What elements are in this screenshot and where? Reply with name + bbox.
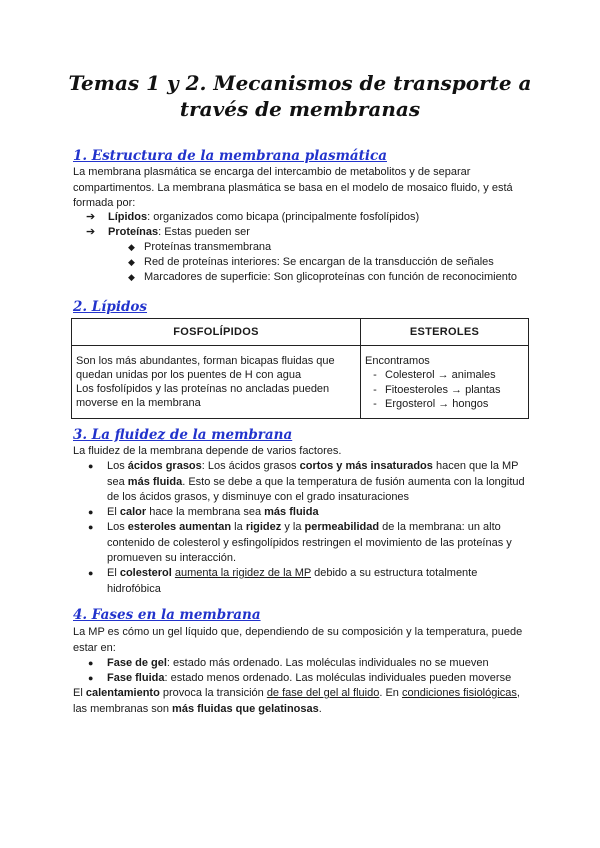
section-heading-lipidos: 2. Lípidos bbox=[73, 299, 148, 315]
bullet-icon: ● bbox=[88, 658, 94, 668]
list-item-colesterol: El colesterol aumenta la rigidez de la MP debido a su estructura totalmente hidrofóbica bbox=[107, 567, 478, 595]
table-header-esteroles: ESTEROLES bbox=[361, 319, 529, 346]
section-4-outro: El calentamiento provoca la transición de fase del gel al fluido. En condiciones fisiológicas, las membranas son más fluidas que gelatinosas. bbox=[73, 687, 520, 715]
table-cell-esteroles bbox=[361, 346, 529, 419]
table-header-fosfolipidos: FOSFOLÍPIDOS bbox=[72, 319, 361, 346]
term-proteinas: Proteínas bbox=[108, 226, 159, 238]
list-item: - Colesterol → animales bbox=[373, 369, 496, 381]
list-item: - Fitoesteroles → plantas bbox=[373, 383, 501, 396]
bullet-icon: ● bbox=[88, 522, 94, 532]
list-item: - Ergosterol → hongos bbox=[373, 398, 489, 410]
list-item-esteroles: Los esteroles aumentan la rigidez y la permeabilidad de la membrana: un alto contenido de colesterol y esfingolípidos restringen el movimiento de las proteínas y promueven su interacción. bbox=[107, 521, 512, 564]
bullet-icon: ● bbox=[88, 507, 94, 517]
list-item-proteinas bbox=[108, 225, 250, 241]
diamond-bullet-icon: ◆ bbox=[128, 242, 135, 252]
lipids-table bbox=[71, 318, 529, 419]
list-item-acidos-grasos: Los ácidos grasos: Los ácidos grasos cortos y más insaturados hacen que la MP sea más fluida. Esto se debe a que la temperatura de fusión aumenta con la longitud de los ácidos grasos, y disminuye con el grado insaturaciones bbox=[107, 460, 525, 503]
bullet-icon: ● bbox=[88, 673, 94, 683]
lipidos-desc: : organizados como bicapa (principalmente fosfolípidos) bbox=[147, 211, 420, 223]
bullet-icon: ● bbox=[88, 568, 94, 578]
section-heading-fases: 4. Fases en la membrana bbox=[73, 607, 261, 623]
list-item-marcadores: Marcadores de superficie: Son glicoproteínas con función de reconocimiento bbox=[144, 271, 517, 283]
section-1-intro: La membrana plasmática se encarga del intercambio de metabolitos y de separar compartimentos. La membrana plasmática se basa en el modelo de mosaico fluido, y está formada por: bbox=[73, 166, 513, 209]
bullet-icon: ● bbox=[88, 461, 94, 471]
list-item-red-proteinas: Red de proteínas interiores: Se encargan de la transducción de señales bbox=[144, 256, 494, 268]
section-heading-fluidez: 3. La fluidez de la membrana bbox=[73, 427, 293, 443]
arrow-bullet-icon: ➔ bbox=[86, 211, 96, 223]
list-item-fase-fluida: Fase fluida: estado menos ordenado. Las moléculas individuales pueden moverse bbox=[107, 672, 512, 684]
list-item-calor: El calor hace la membrana sea más fluida bbox=[107, 506, 319, 518]
section-3-intro: La fluidez de la membrana depende de varios factores. bbox=[73, 445, 342, 457]
list-item-fase-gel: Fase de gel: estado más ordenado. Las moléculas individuales no se mueven bbox=[107, 657, 489, 669]
table-cell-fosfolipidos: Son los más abundantes, forman bicapas fluidas que quedan unidas por los puentes de H con agua Los fosfolípidos y las proteínas no ancladas pueden moverse en la membrana bbox=[72, 346, 361, 419]
diamond-bullet-icon: ◆ bbox=[128, 257, 135, 267]
arrow-bullet-icon: ➔ bbox=[86, 226, 96, 238]
diamond-bullet-icon: ◆ bbox=[128, 272, 135, 282]
list-item-lipidos bbox=[108, 210, 419, 226]
section-4-intro: La MP es cómo un gel líquido que, dependiendo de su composición y la temperatura, puede estar en: bbox=[73, 626, 523, 654]
list-item-transmembrana: Proteínas transmembrana bbox=[144, 241, 272, 253]
proteinas-desc: : Estas pueden ser bbox=[158, 226, 250, 238]
term-lipidos: Lípidos bbox=[108, 211, 148, 223]
section-heading-estructura: 1. Estructura de la membrana plasmática bbox=[73, 148, 387, 164]
page-title: Temas 1 y 2. Mecanismos de transporte a través de membranas bbox=[68, 71, 532, 121]
esteroles-intro: Encontramos bbox=[365, 355, 430, 367]
